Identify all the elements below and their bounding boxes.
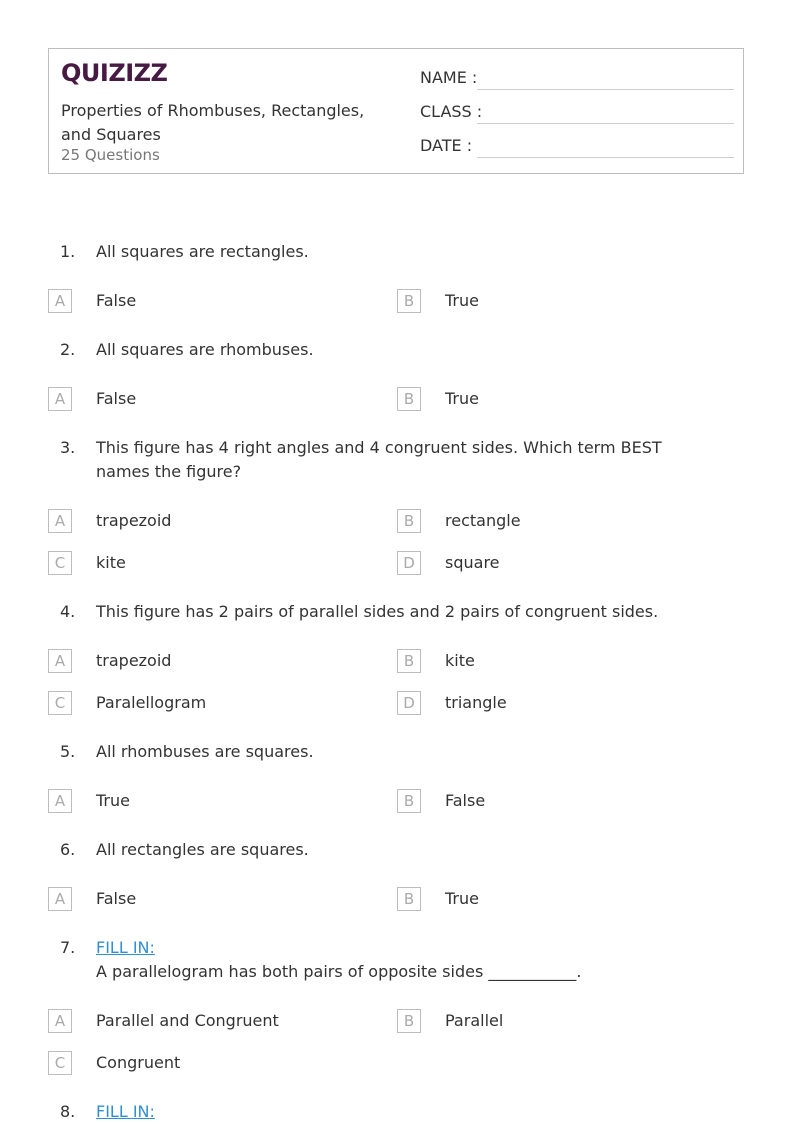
option-box-d[interactable]: D <box>397 551 421 575</box>
question-number: 8. <box>60 1102 76 1121</box>
question-text: All rhombuses are squares. <box>96 742 314 761</box>
class-field[interactable] <box>420 102 734 126</box>
option-text: triangle <box>445 693 507 712</box>
class-line <box>477 123 734 124</box>
name-field[interactable] <box>420 68 734 92</box>
option-text: True <box>96 791 130 810</box>
date-line <box>477 157 734 158</box>
option-text: kite <box>445 651 475 670</box>
option-text: rectangle <box>445 511 521 530</box>
option-text: trapezoid <box>96 651 172 670</box>
question-number: 6. <box>60 840 76 859</box>
name-label: NAME : <box>420 68 478 87</box>
option-text: Congruent <box>96 1053 181 1072</box>
option-box-b[interactable]: B <box>397 289 421 313</box>
option-box-a[interactable]: A <box>48 387 72 411</box>
question-text: All rectangles are squares. <box>96 840 309 859</box>
question-number: 2. <box>60 340 76 359</box>
option-box-c[interactable]: C <box>48 551 72 575</box>
option-box-a[interactable]: A <box>48 509 72 533</box>
name-line <box>477 89 734 90</box>
option-box-c[interactable]: C <box>48 1051 72 1075</box>
worksheet-title: Properties of Rhombuses, Rectangles, and Squares <box>61 101 365 144</box>
fill-in-label[interactable]: FILL IN: <box>96 1102 155 1121</box>
option-text: True <box>445 889 479 908</box>
question-text: This figure has 4 right angles and 4 congruent sides. Which term BEST names the figure? <box>96 438 662 481</box>
question-text: A parallelogram has both pairs of opposite sides ___________. <box>96 962 582 981</box>
class-label: CLASS : <box>420 102 483 121</box>
option-text: False <box>445 791 486 810</box>
option-text: False <box>96 389 137 408</box>
question-number: 7. <box>60 938 76 957</box>
option-text: False <box>96 889 137 908</box>
question-text: All squares are rhombuses. <box>96 340 314 359</box>
date-label: DATE : <box>420 136 473 155</box>
question-number: 5. <box>60 742 76 761</box>
option-text: trapezoid <box>96 511 172 530</box>
option-box-b[interactable]: B <box>397 789 421 813</box>
question-text: All squares are rectangles. <box>96 242 309 261</box>
question-number: 3. <box>60 438 76 457</box>
option-text: True <box>445 291 479 310</box>
question-text: This figure has 2 pairs of parallel sides and 2 pairs of congruent sides. <box>96 602 659 621</box>
option-text: False <box>96 291 137 310</box>
question-count: 25 Questions <box>61 146 160 164</box>
option-box-a[interactable]: A <box>48 887 72 911</box>
date-field[interactable] <box>420 136 734 160</box>
option-text: square <box>445 553 500 572</box>
option-box-a[interactable]: A <box>48 789 72 813</box>
option-box-a[interactable]: A <box>48 289 72 313</box>
option-box-b[interactable]: B <box>397 509 421 533</box>
option-box-b[interactable]: B <box>397 649 421 673</box>
option-box-b[interactable]: B <box>397 387 421 411</box>
option-text: Paralellogram <box>96 693 207 712</box>
question-number: 1. <box>60 242 76 261</box>
quizizz-logo: QUIZIZZ <box>61 59 168 87</box>
option-text: kite <box>96 553 126 572</box>
option-box-a[interactable]: A <box>48 649 72 673</box>
fill-in-label[interactable]: FILL IN: <box>96 938 155 957</box>
question-number: 4. <box>60 602 76 621</box>
option-box-b[interactable]: B <box>397 1009 421 1033</box>
worksheet-header <box>48 48 744 174</box>
option-box-d[interactable]: D <box>397 691 421 715</box>
option-text: Parallel <box>445 1011 504 1030</box>
option-box-a[interactable]: A <box>48 1009 72 1033</box>
option-box-c[interactable]: C <box>48 691 72 715</box>
option-box-b[interactable]: B <box>397 887 421 911</box>
option-text: True <box>445 389 479 408</box>
option-text: Parallel and Congruent <box>96 1011 279 1030</box>
